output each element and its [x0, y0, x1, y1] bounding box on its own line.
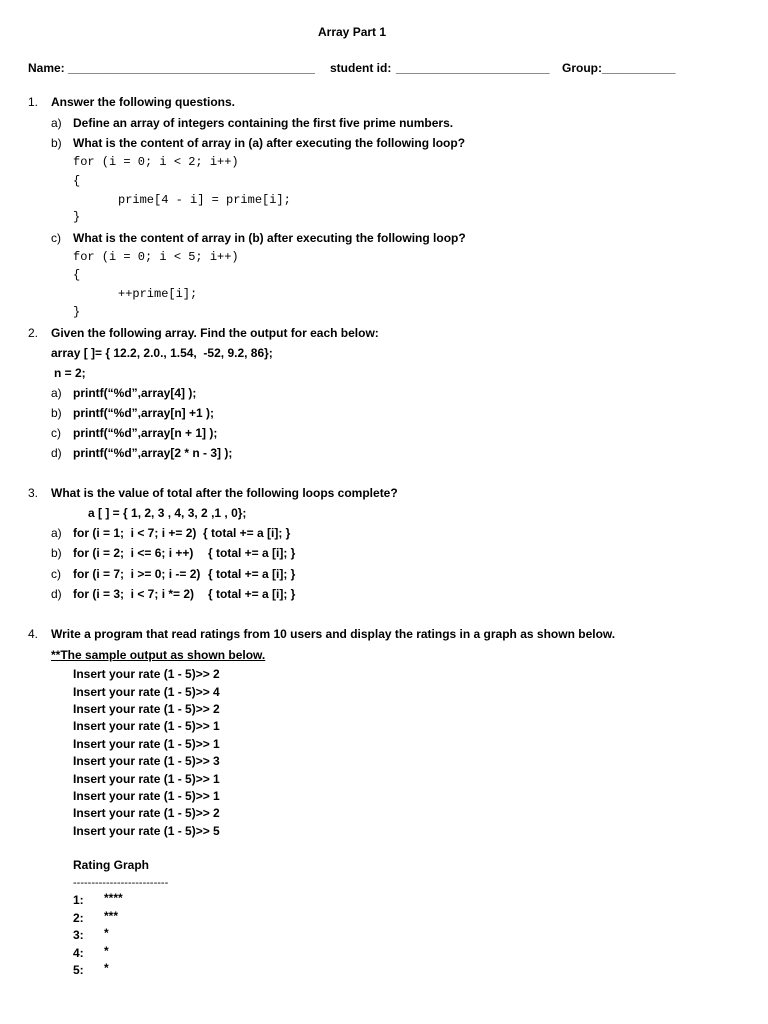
q4-input-line: Insert your rate (1 - 5)>> 3 — [73, 754, 220, 768]
student-id-blank: _______________________ — [396, 61, 550, 75]
q3c-label: c) — [51, 567, 61, 581]
q1a-text: Define an array of integers containing the first five prime numbers. — [73, 116, 454, 130]
q3a-loop: for (i = 1; i < 7; i += 2) — [73, 526, 197, 540]
q1b-code-line: prime[4 - i] = prime[i]; — [118, 193, 291, 207]
q4-input-line: Insert your rate (1 - 5)>> 5 — [73, 824, 220, 838]
q1c-text: What is the content of array in (b) after executing the following loop? — [73, 231, 466, 245]
q2a-text: printf(“%d”,array[4] ); — [73, 386, 197, 400]
q3b-loop: for (i = 2; i <= 6; i ++) — [73, 546, 194, 560]
rating-graph-row-label: 5: — [73, 963, 84, 977]
q4-input-line: Insert your rate (1 - 5)>> 2 — [73, 806, 220, 820]
q2c-text: printf(“%d”,array[n + 1] ); — [73, 426, 218, 440]
q1a-label: a) — [51, 116, 62, 130]
q4-input-line: Insert your rate (1 - 5)>> 1 — [73, 737, 220, 751]
q4-sample-heading: **The sample output as shown below. — [51, 648, 266, 662]
student-id-label: student id: — [330, 61, 395, 75]
rating-graph-rule: -------------------------- — [73, 877, 169, 889]
q2-number: 2. — [28, 326, 39, 340]
q2-array-line: array [ ]= { 12.2, 2.0., 1.54, -52, 9.2, 86}; — [51, 346, 273, 360]
q1c-label: c) — [51, 231, 61, 245]
q4-input-line: Insert your rate (1 - 5)>> 1 — [73, 772, 220, 786]
rating-graph-row-stars: * — [104, 944, 109, 958]
q1c-code-line: } — [73, 305, 81, 319]
q1c-code-line: for (i = 0; i < 5; i++) — [73, 250, 239, 264]
group-blank: ___________ — [602, 61, 676, 75]
page-title: Array Part 1 — [318, 25, 387, 39]
rating-graph-row-stars: * — [104, 926, 109, 940]
q1b-code-line: for (i = 0; i < 2; i++) — [73, 155, 239, 169]
rating-graph-row-label: 4: — [73, 946, 84, 960]
q1b-code-line: { — [73, 174, 81, 188]
q2d-text: printf(“%d”,array[2 * n - 3] ); — [73, 446, 233, 460]
q3-text: What is the value of total after the following loops complete? — [51, 486, 398, 500]
q3b-body: { total += a [i]; } — [208, 546, 296, 560]
q3b-label: b) — [51, 546, 62, 560]
q1c-code-line: { — [73, 268, 81, 282]
q3-number: 3. — [28, 486, 39, 500]
q3a-body: { total += a [i]; } — [203, 526, 291, 540]
rating-graph-row-stars: * — [104, 961, 109, 975]
q4-text: Write a program that read ratings from 10 users and display the ratings in a graph as shown below. — [51, 627, 616, 641]
q2d-label: d) — [51, 446, 62, 460]
q3-array-line: a [ ] = { 1, 2, 3 , 4, 3, 2 ,1 , 0}; — [88, 506, 247, 520]
q4-input-line: Insert your rate (1 - 5)>> 2 — [73, 702, 220, 716]
q3d-loop: for (i = 3; i < 7; i *= 2) — [73, 587, 195, 601]
q2b-text: printf(“%d”,array[n] +1 ); — [73, 406, 215, 420]
q2-n-line: n = 2; — [54, 366, 86, 380]
q4-input-line: Insert your rate (1 - 5)>> 4 — [73, 685, 220, 699]
q4-input-line: Insert your rate (1 - 5)>> 2 — [73, 667, 220, 681]
rating-graph-row-label: 2: — [73, 911, 84, 925]
rating-graph-row-label: 1: — [73, 893, 84, 907]
q3d-body: { total += a [i]; } — [208, 587, 296, 601]
q4-number: 4. — [28, 627, 39, 641]
rating-graph-row-stars: *** — [104, 909, 119, 923]
q2c-label: c) — [51, 426, 61, 440]
q1c-code-line: ++prime[i]; — [118, 287, 198, 301]
name-label: Name: — [28, 61, 69, 75]
q4-input-line: Insert your rate (1 - 5)>> 1 — [73, 719, 220, 733]
q1b-code-line: } — [73, 210, 81, 224]
q3c-body: { total += a [i]; } — [208, 567, 296, 581]
q1-text: Answer the following questions. — [51, 95, 236, 109]
q3d-label: d) — [51, 587, 62, 601]
name-blank: _____________________________________ — [68, 61, 315, 75]
q1-number: 1. — [28, 95, 39, 109]
q1b-label: b) — [51, 136, 62, 150]
q2a-label: a) — [51, 386, 62, 400]
q1b-text: What is the content of array in (a) after executing the following loop? — [73, 136, 466, 150]
q2-text: Given the following array. Find the output for each below: — [51, 326, 379, 340]
rating-graph-title: Rating Graph — [73, 858, 150, 872]
q3a-label: a) — [51, 526, 62, 540]
q4-input-line: Insert your rate (1 - 5)>> 1 — [73, 789, 220, 803]
rating-graph-row-label: 3: — [73, 928, 84, 942]
q3c-loop: for (i = 7; i >= 0; i -= 2) — [73, 567, 201, 581]
rating-graph-row-stars: **** — [104, 891, 123, 905]
q2b-label: b) — [51, 406, 62, 420]
group-label: Group: — [562, 61, 602, 75]
